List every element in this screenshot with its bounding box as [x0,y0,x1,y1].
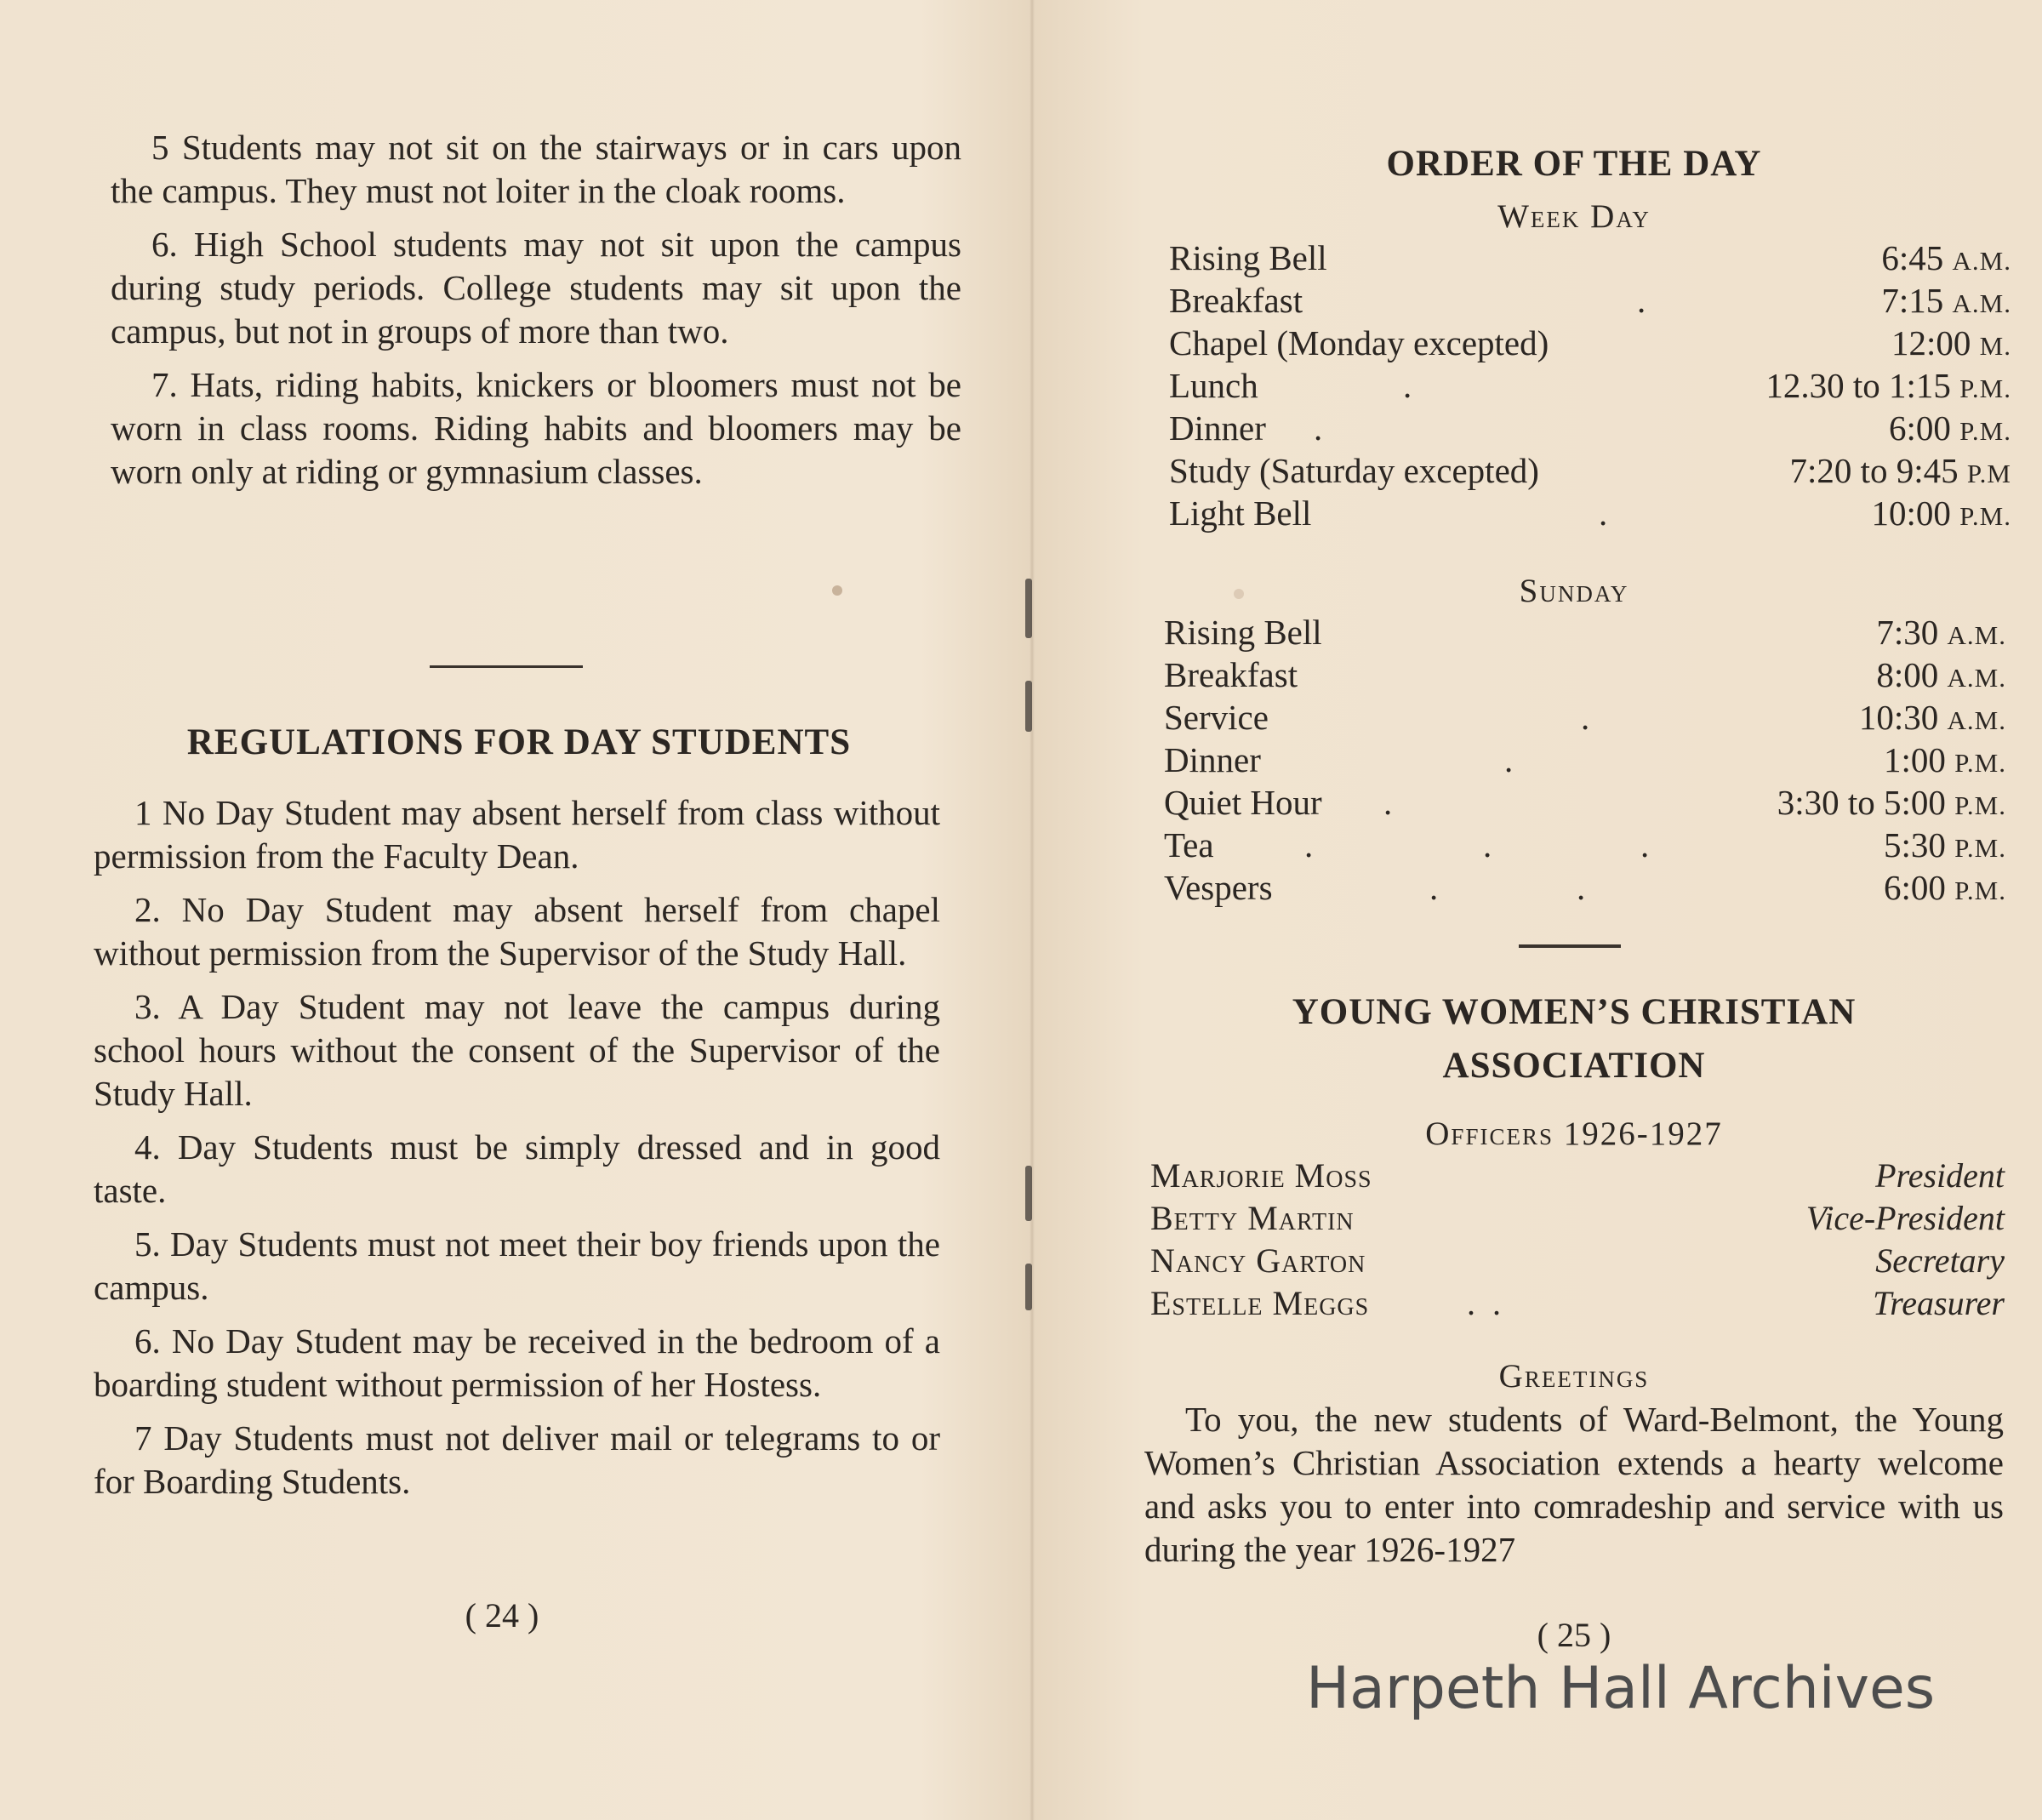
day-rule-1: 1 No Day Student may absent herself from class without permission from the Faculty Dean. [94,793,940,876]
event-label: Breakfast [1169,281,1303,320]
officer-name: Nancy Garton [1150,1241,1366,1280]
officer-role: Treasurer [1873,1284,2005,1322]
schedule-row: Light Bell . 10:00 P.M. [1169,492,2011,534]
event-time: 5:30 P.M. [1883,825,2006,864]
officers-list [1150,1155,2005,1325]
event-label: Dinner [1169,408,1266,448]
event-time: 7:15 A.M. [1881,281,2011,320]
day-rule-5: 5. Day Students must not meet their boy friends upon the campus. [94,1224,940,1307]
week-day-heading: Week Day [1497,198,1651,235]
event-label: Rising Bell [1169,238,1327,277]
binding-mark [1025,1166,1032,1221]
paper-spot [1234,589,1244,599]
binding-mark [1025,681,1032,732]
page-number-right: ( 25 ) [1537,1616,1611,1654]
event-label: Tea [1164,825,1214,864]
day-rule-7: 7 Day Students must not deliver mail or telegrams to or for Boarding Students. [94,1418,940,1501]
event-label: Service [1164,698,1269,737]
rule-paragraph: 7. Hats, riding habits, knickers or bloomers must not be worn in class rooms. Riding habits and bloomers may be worn only at riding or gymnasium classes. [111,365,961,491]
greetings-heading: Greetings [1498,1358,1650,1395]
archive-watermark: Harpeth Hall Archives [1306,1655,1936,1722]
event-time: 3:30 to 5:00 P.M. [1777,783,2006,822]
officer-row [1150,1155,2005,1197]
officer-name: Estelle Meggs [1150,1284,1370,1322]
event-time: 6:45 A.M. [1881,238,2011,277]
day-rule-2: 2. No Day Student may absent herself from chapel without permission from the Supervisor of the Study Hall. [94,890,940,973]
page-number-left: ( 24 ) [465,1596,539,1635]
schedule-row: Lunch . 12.30 to 1:15 P.M. [1169,364,2011,407]
sunday-heading: Sunday [1519,573,1629,609]
event-time: 6:00 P.M. [1883,868,2006,907]
center-fold [1030,0,1035,1820]
event-label: Chapel (Monday excepted) [1169,323,1549,362]
event-time: 7:20 to 9:45 P.M [1789,451,2011,490]
greetings-text: To you, the new students of Ward-Belmont, the Young Women’s Christian Association extends a hearty welcome and asks you to enter into comradeship and service with us during the year 1926-1927 [1144,1400,2004,1569]
event-time: 10:30 A.M. [1858,698,2006,737]
schedule-row: Dinner . 6:00 P.M. [1169,407,2011,449]
schedule-row [1164,611,2006,653]
officer-role: Vice-President [1805,1199,2005,1237]
event-label: Quiet Hour [1164,783,1322,822]
rules-continued [111,126,961,504]
schedule-row: Tea . . . 5:30 P.M. [1164,824,2006,866]
order-of-day-heading: ORDER OF THE DAY [1386,144,1762,184]
schedule-row: Quiet Hour . 3:30 to 5:00 P.M. [1164,781,2006,824]
event-label: Dinner [1164,740,1261,779]
officer-name: Betty Martin [1150,1199,1355,1237]
schedule-row [1169,449,2011,492]
binding-mark [1025,1264,1032,1310]
ywca-heading: YOUNG WOMEN’S CHRISTIAN [1292,992,1857,1032]
paper-spot [832,585,842,596]
event-time: 10:00 P.M. [1871,494,2011,533]
section-divider [430,665,583,668]
schedule-row: Vespers . . 6:00 P.M. [1164,866,2006,909]
event-label: Vespers [1164,868,1273,907]
officer-row [1150,1197,2005,1240]
event-label: Study (Saturday excepted) [1169,451,1539,490]
event-time: 6:00 P.M. [1888,408,2011,448]
section-divider [1519,944,1621,948]
binding-mark [1025,579,1032,638]
day-students-heading: REGULATIONS FOR DAY STUDENTS [186,722,852,762]
officer-name: Marjorie Moss [1150,1156,1372,1195]
left-page [77,0,961,1820]
event-time: 12:00 M. [1891,323,2011,362]
event-label: Rising Bell [1164,613,1322,652]
week-day-schedule [1169,237,2011,534]
officer-role: President [1875,1156,2005,1195]
schedule-row: Breakfast . 7:15 A.M. [1169,279,2011,322]
rule-paragraph: 5 Students may not sit on the stairways or in cars upon the campus. They must not loiter in the cloak rooms. [111,128,961,210]
officer-role: Secretary [1875,1241,2005,1280]
officer-row: Estelle Meggs . . Treasurer [1150,1282,2005,1325]
day-rule-6: 6. No Day Student may be received in the bedroom of a boarding student without permission of her Hostess. [94,1321,940,1404]
event-label: Light Bell [1169,494,1312,533]
event-time: 12.30 to 1:15 P.M. [1765,366,2011,405]
officers-heading: Officers 1926-1927 [1425,1115,1723,1152]
day-rule-3: 3. A Day Student may not leave the campus during school hours without the consent of the Supervisor of the Study Hall. [94,987,940,1113]
officer-row [1150,1240,2005,1282]
right-page [1140,0,2011,1820]
event-label: Breakfast [1164,655,1298,694]
schedule-row: Dinner . 1:00 P.M. [1164,739,2006,781]
event-time: 1:00 P.M. [1883,740,2006,779]
schedule-row: Service . 10:30 A.M. [1164,696,2006,739]
event-time: 7:30 A.M. [1876,613,2006,652]
sunday-schedule [1164,611,2006,909]
day-student-rules [94,791,940,1514]
schedule-row [1169,322,2011,364]
day-rule-4: 4. Day Students must be simply dressed and in good taste. [94,1127,940,1210]
event-time: 8:00 A.M. [1876,655,2006,694]
schedule-row [1169,237,2011,279]
rule-paragraph: 6. High School students may not sit upon the campus during study periods. College students may sit upon the campus, but not in groups of more than two. [111,225,961,351]
event-label: Lunch [1169,366,1258,405]
schedule-row [1164,653,2006,696]
ywca-heading-line2: ASSOCIATION [1442,1046,1706,1086]
